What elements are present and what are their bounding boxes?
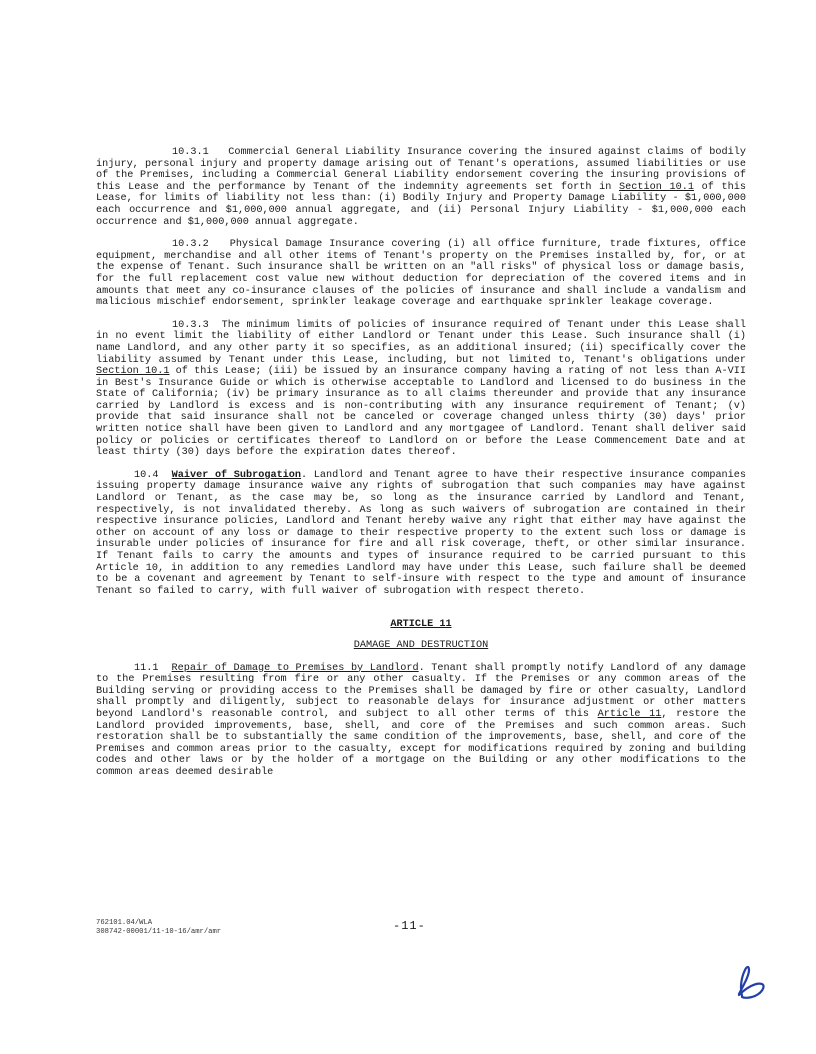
section-number: 10.4 (134, 469, 159, 481)
section-10-4 (96, 470, 746, 598)
section-text: Physical Damage Insurance covering (i) all office furniture, trade fixtures, office equipment, merchandise and all other items of Tenant's property on the Premises installed by, for, or at the expense of Tenant. Such insurance shall be written on an "all risks" of physical loss or damage basis, for the full replacement cost value new without deduction for depreciation of the covered items and in amounts that meet any co-insurance clauses of the policies of insurance and shall include a vandalism and malicious mischief endorsement, sprinkler leakage coverage and earthquake sprinkler leakage coverage. (96, 239, 747, 309)
section-reference-link: Section 10.1 (619, 181, 694, 193)
section-text-continued: , restore the Landlord provided improvements, base, shell, and core of the Premises and such common areas. Such restoration shall be to substantially the same condition of the improvements, base, shell, and core of the Premises and common areas prior to the casualty, except for modifications required by zoning and building codes and other laws or by the holder of a mortgage on the Building or any other modifications to the common areas deemed desirable (96, 708, 746, 778)
section-number: 11.1 (134, 662, 159, 674)
article-subtitle: DAMAGE AND DESTRUCTION (353, 639, 489, 651)
article-title: ARTICLE 11 (390, 619, 452, 631)
document-body (96, 147, 746, 790)
section-number: 10.3.2 (172, 239, 209, 251)
handwritten-initial-icon (732, 962, 768, 1002)
section-heading: Waiver of Subrogation (171, 469, 302, 481)
section-text: The minimum limits of policies of insurance required of Tenant under this Lease shall in no event limit the liability of either Landlord or Tenant under this Lease. Such insurance shall (i) name Landlord, and any other party it so specifies, as an additional insured; (ii) specifically cover the liability assumed by Tenant under this Lease, including, but not limited to, Tenant's obligations under (96, 319, 746, 366)
footer-doc-code: 308742-00001/11-10-16/amr/amr (96, 928, 222, 936)
section-text-continued: of this Lease, for limits of liability not less than: (i) Bodily Injury and Property Damage Liability - $1,000,000 each occurrence and $1,000,000 annual aggregate, and (ii) Personal Injury Liability - $1,000,000 each occurrence and $1,000,000 annual aggregate. (96, 181, 746, 228)
section-10-3-2 (96, 239, 746, 309)
section-text: . Landlord and Tenant agree to have their respective insurance companies issuing property damage insurance waive any rights of subrogation that such companies may have against Landlord or Tenant, as the case may be, so long as the insurance carried by Landlord and Tenant, respectively, is not invalidated thereby. As long as such waivers of subrogation are contained in their respective insurance policies, Landlord and Tenant hereby waive any right that either may have against the other on account of any loss or damage to their respective property to the extent such loss or damage is insurable under policies of insurance for fire and all risk coverage, theft, or other similar insurance. If Tenant fails to carry the amounts and types of insurance required to be carried pursuant to this Article 10, in addition to any remedies Landlord may have under this Lease, such failure shall be deemed to be a covenant and agreement by Tenant to self-insure with respect to the type and amount of insurance Tenant so failed to carry, with full waiver of subrogation with respect thereto. (96, 469, 747, 597)
section-reference-link: Section 10.1 (96, 366, 170, 378)
section-10-3-3 (96, 320, 746, 459)
section-number: 10.3.1 (172, 147, 209, 158)
footer-doc-code: 762101.04/WLA (96, 919, 153, 927)
page-number: -11- (393, 919, 426, 933)
section-text: . Tenant shall promptly notify Landlord of any damage to the Premises resulting from fire or any other casualty. If the Premises or any common areas of the Building serving or providing access to the Premises shall be damaged by fire or other casualty, Landlord shall promptly and diligently, subject to reasonable delays for insurance adjustment or other matters beyond Landlord's reasonable control, and subject to all other terms of this (96, 662, 747, 720)
section-10-3-1 (96, 147, 746, 228)
footer-doc-codes (96, 919, 221, 937)
article-reference-link: Article 11 (597, 708, 662, 720)
section-11-1 (96, 663, 746, 779)
section-text: Commercial General Liability Insurance covering the insured against claims of bodily injury, personal injury and property damage arising out of Tenant's operations, assumed liabilities or use of the Premises, including a Commercial General Liability endorsement covering the insuring provisions of this Lease and the performance by Tenant of the indemnity agreements set forth in (96, 147, 746, 193)
section-heading: Repair of Damage to Premises by Landlord (171, 662, 419, 674)
section-number: 10.3.3 (172, 319, 209, 331)
section-text-continued: of this Lease; (iii) be issued by an insurance company having a rating of not less than A-VII in Best's Insurance Guide or which is otherwise acceptable to Landlord and licensed to do business in the State of California; (iv) be primary insurance as to all claims thereunder and provide that any insurance carried by Landlord is excess and is non-contributing with any insurance requirement of Tenant; (v) provide that said insurance shall not be canceled or coverage changed unless thirty (30) days' prior written notice shall have been given to Landlord and any mortgagee of Landlord. Tenant shall deliver said policy or policies or certificates thereof to Landlord on or before the Lease Commencement Date and at least thirty (30) days before the expiration dates thereof. (96, 366, 746, 459)
